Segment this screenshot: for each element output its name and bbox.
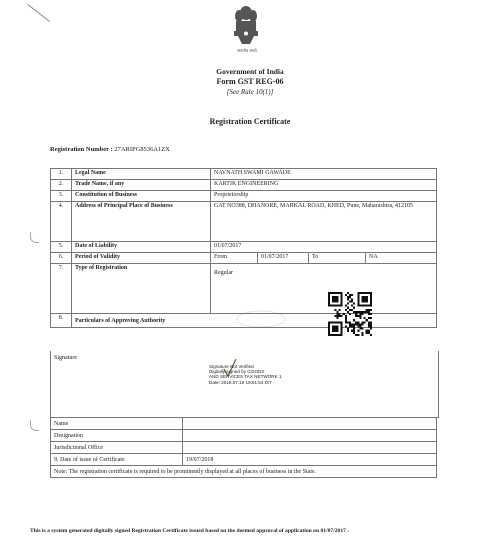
registration-type-value: Regular [211,264,437,314]
authority-name-label: Name [51,418,183,430]
row-label: Trade Name, if any [72,180,211,191]
registration-number-label: Registration Number : [50,146,113,153]
validity-to-value: NA [366,253,437,264]
row-label: Address of Principal Place of Business [72,202,211,242]
scan-artifact-line [27,4,50,22]
address-value: GAT NO388, DHANORE, MARKAL ROAD, KHED, Pune, Maharashtra, 412105 [211,202,437,242]
signature-signer-line: Digitally signed by GOODS [209,369,265,375]
signature-label: Signature [54,355,77,361]
table-row [51,169,437,180]
row-label: Type of Registration [72,264,211,314]
row-number: 4. [51,202,72,242]
national-emblem-icon [232,4,260,50]
footer-statement: This is a system generated digitally signed Registration Certificate issued based on the deemed approval of application on 01/07/2017 . [30,528,349,534]
row-number: 3. [51,191,72,202]
row-label: Date of Liability [72,242,211,253]
table-row [51,202,437,242]
issuer-line: Government of India [216,67,284,76]
row-label: Particulars of Approving Authority [72,314,437,328]
table-row [51,253,437,264]
table-row [51,454,437,466]
row-number: 8. [51,314,72,328]
registration-number-value: 27ARIPG8536A1ZX [114,146,170,153]
row-number: 6. [51,253,72,264]
constitution-value: Proprietorship [211,191,437,202]
authority-name-value [183,418,437,430]
row-label: Period of Validity [72,253,211,264]
row-number: 5. [51,242,72,253]
table-row [51,264,437,314]
digital-signature-block [209,364,282,385]
table-row [51,191,437,202]
validity-from-label: From [211,253,258,264]
row-label: Legal Name [72,169,211,180]
certificate-details-table [50,168,437,328]
signature-section [50,351,439,418]
table-row [51,242,437,253]
faded-stamp-icon [236,310,286,328]
validity-from-value: 01/07/2017 [258,253,309,264]
jurisdiction-value [183,442,437,454]
margin-mark [30,232,39,243]
issue-date-value: 19/07/2018 [183,454,437,466]
liability-date-value: 01/07/2017 [211,242,437,253]
legal-name-value: NAVNATH SWAMI GAWADE [211,169,437,180]
authority-table [50,417,437,478]
issue-date-label: 9. Date of issue of Certificate [51,454,183,466]
trade-name-value: KARTIK ENGINEERING [211,180,437,191]
jurisdiction-label: Jurisdictional Office [51,442,183,454]
margin-mark [30,420,39,431]
row-number: 2. [51,180,72,191]
table-row [51,430,437,442]
designation-label: Designation [51,430,183,442]
row-label: Constitution of Business [72,191,211,202]
signature-signer-line: AND SERVICES TAX NETWORK 1 [209,374,282,380]
validity-to-label: To [309,253,366,264]
display-note: Note: The registration certificate is required to be prominently displayed at all places of business in the State. [51,466,437,478]
row-number: 1. [51,169,72,180]
designation-value [183,430,437,442]
signature-date: Date: 2018.07.19 18:01:54 IST [209,379,272,385]
emblem-caption: सत्यमेव जयते [237,48,257,53]
table-row [51,418,437,430]
table-row [51,466,437,478]
form-title: Form GST REG-06 [216,77,284,86]
registration-number-line [50,146,170,153]
document-title: Registration Certificate [209,117,291,126]
rule-reference: [See Rule 10(1)] [226,88,274,96]
signature-status: Signature Not Verified [209,364,254,369]
qr-code-icon [328,292,372,336]
table-row [51,442,437,454]
row-number: 7. [51,264,72,314]
table-row [51,180,437,191]
